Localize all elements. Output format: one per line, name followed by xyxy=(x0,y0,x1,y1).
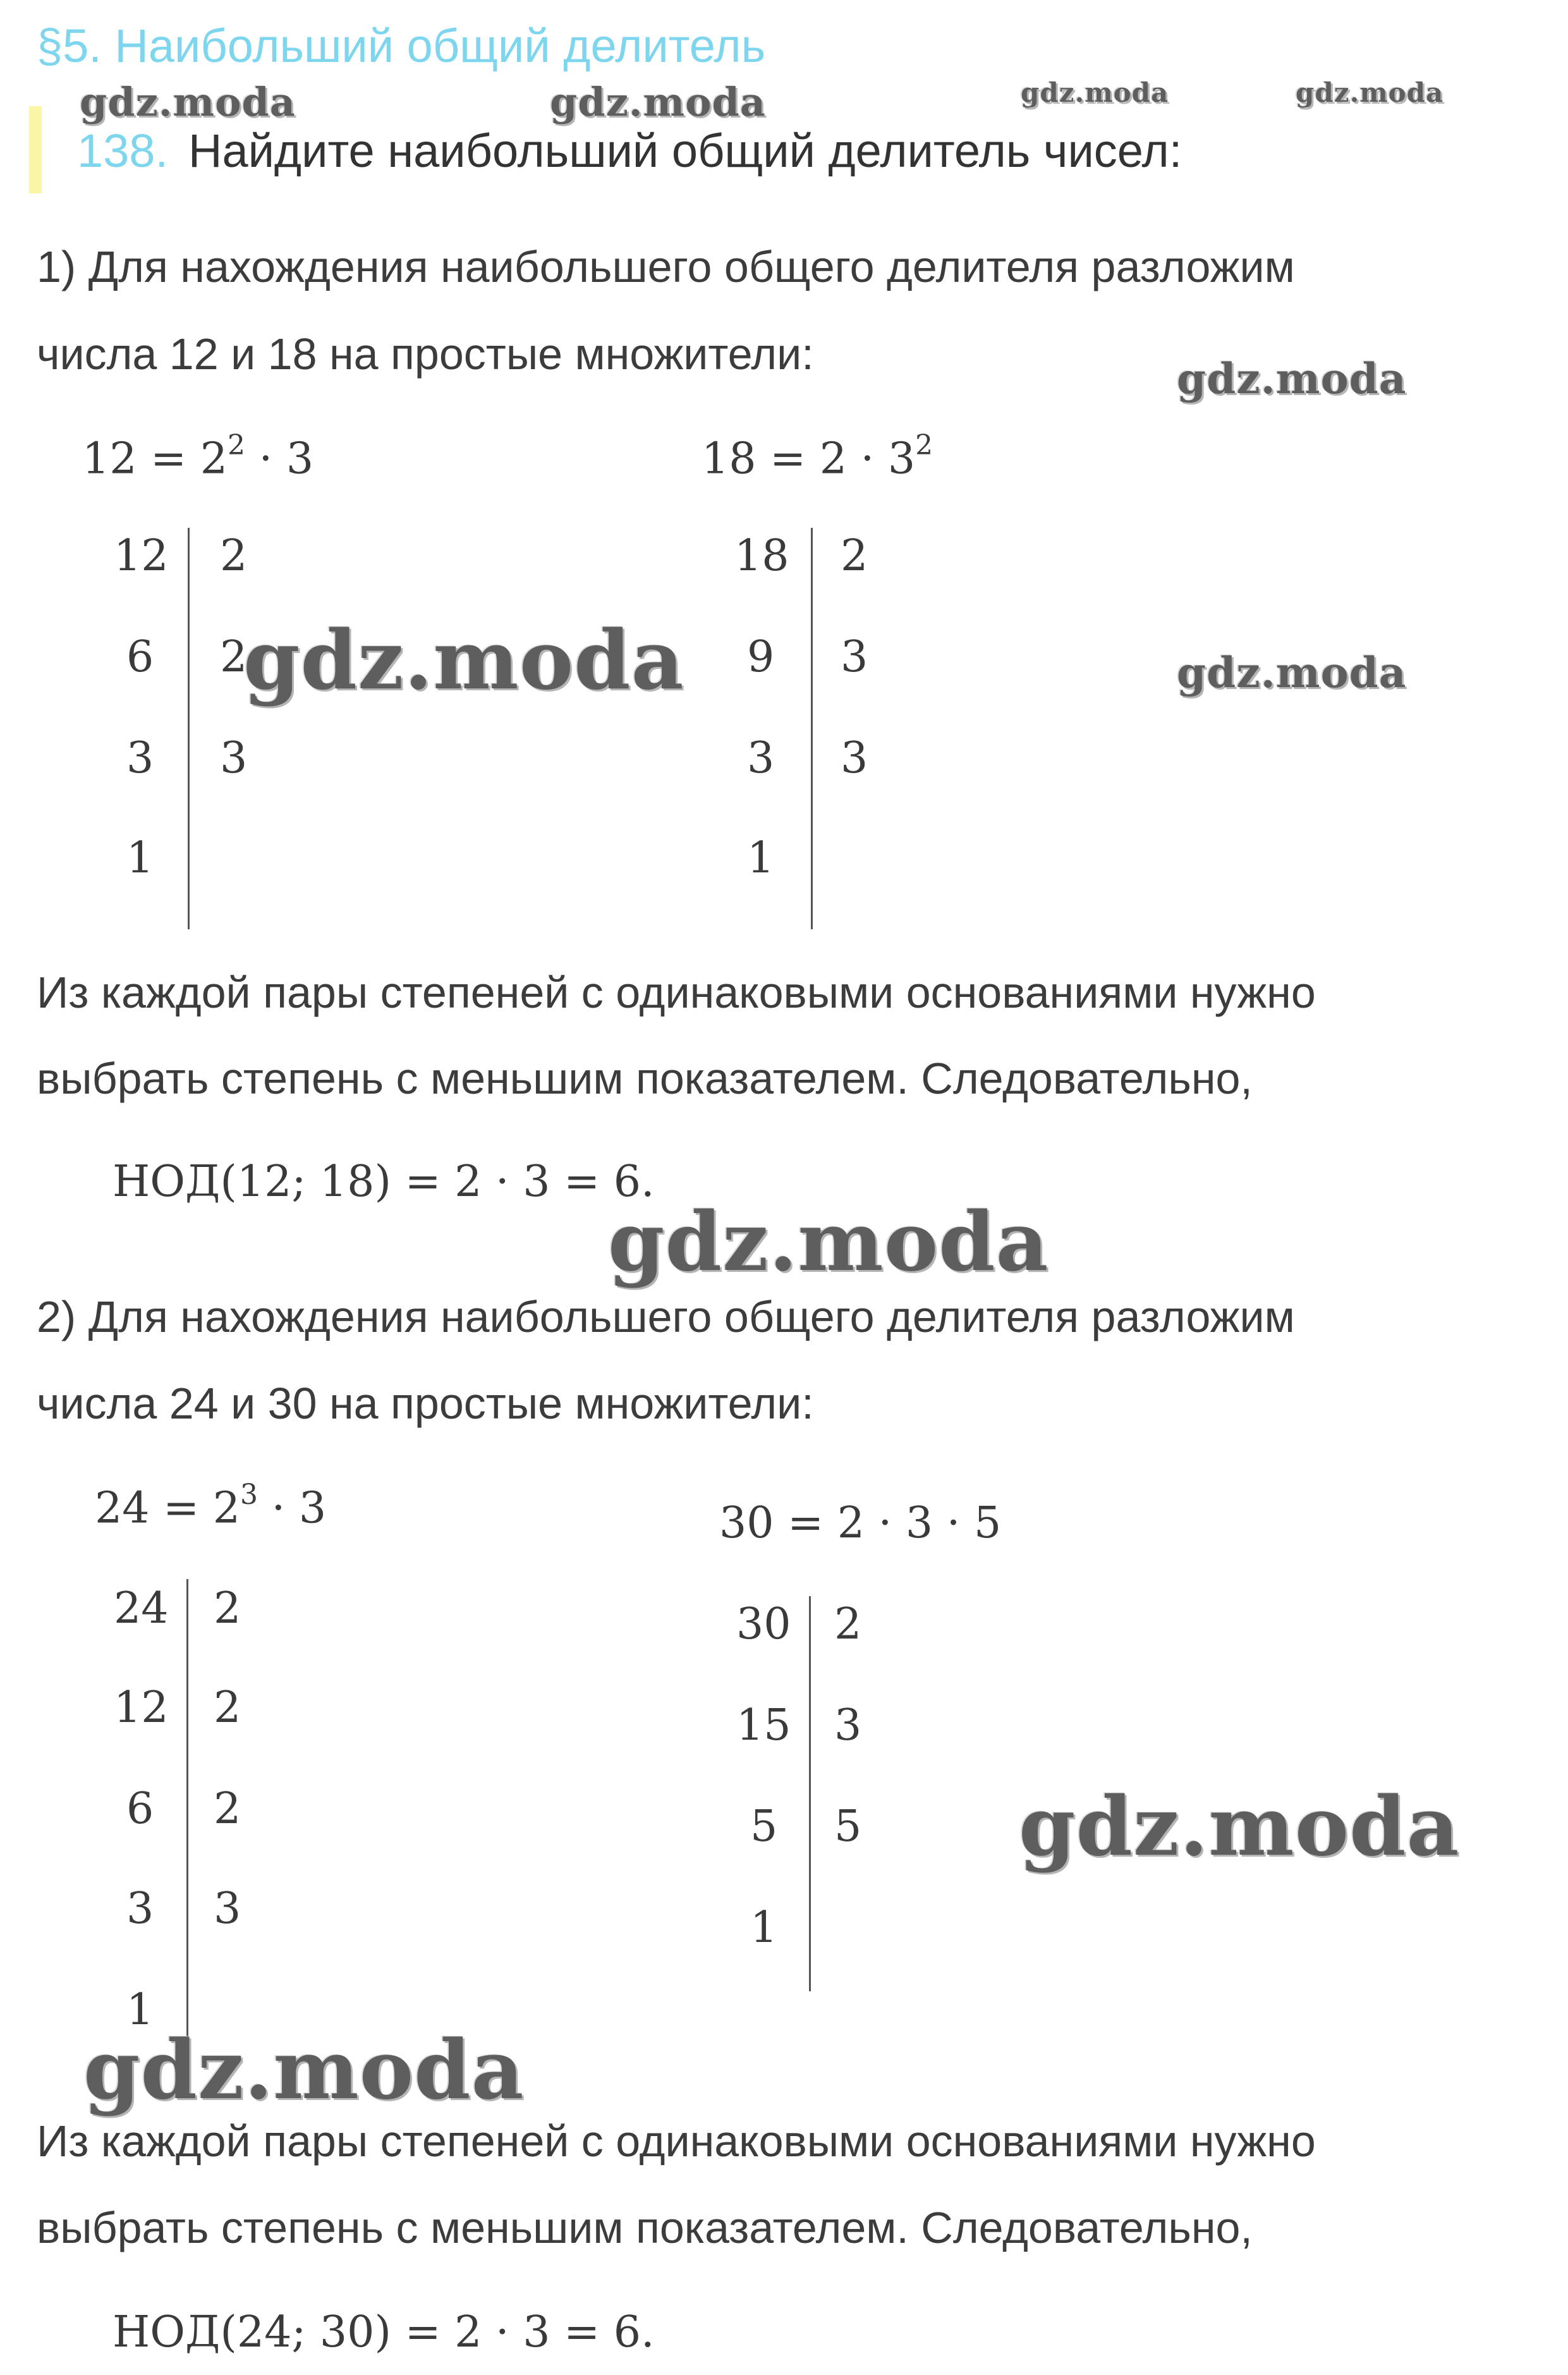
part2-intro-line2: числа 24 и 30 на простые множители: xyxy=(37,1379,814,1428)
factor-number: 1 xyxy=(126,833,154,883)
prime-divisor: 2 xyxy=(214,1683,241,1733)
formula-exponent: 2 xyxy=(228,429,245,461)
part1-conclusion-line2: выбрать степень с меньшим показателем. Следовательно, xyxy=(37,1054,1253,1103)
prime-divisor: 3 xyxy=(220,733,248,783)
watermark: gdz.moda xyxy=(1296,77,1444,108)
factor-number: 15 xyxy=(736,1700,791,1750)
part1-conclusion-line1: Из каждой пары степеней с одинаковыми основаниями нужно xyxy=(37,968,1316,1017)
prime-divisor: 2 xyxy=(214,1784,241,1834)
task-number: 138. xyxy=(77,125,169,177)
factor-number: 9 xyxy=(747,632,775,682)
factor-number: 3 xyxy=(747,733,775,783)
part2-conclusion-line2: выбрать степень с меньшим показателем. Следовательно, xyxy=(37,2203,1253,2252)
watermark: gdz.moda xyxy=(1177,648,1407,697)
part2-right-formula xyxy=(719,1498,1001,1548)
factor-number: 30 xyxy=(736,1599,791,1649)
formula-exponent: 2 xyxy=(915,429,933,461)
factor-number: 24 xyxy=(114,1584,169,1633)
formula-lhs: 24 = 2 xyxy=(95,1483,240,1534)
part2-intro-line1: 2) Для нахождения наибольшего общего делителя разложим xyxy=(37,1292,1295,1341)
factor-divider-line xyxy=(188,528,190,929)
watermark: gdz.moda xyxy=(608,1195,1049,1290)
prime-divisor: 2 xyxy=(220,531,248,581)
watermark: gdz.moda xyxy=(83,2023,525,2118)
formula-exponent: 3 xyxy=(240,1479,258,1511)
prime-divisor: 3 xyxy=(214,1884,241,1934)
factor-number: 1 xyxy=(750,1903,778,1953)
formula-lhs: 12 = 2 xyxy=(82,434,228,484)
watermark: gdz.moda xyxy=(1177,354,1407,403)
part2-result: НОД(24; 30) = 2 · 3 = 6. xyxy=(112,2307,655,2357)
watermark: gdz.moda xyxy=(1019,1780,1460,1874)
factor-number: 1 xyxy=(126,1985,154,2035)
formula-lhs: 18 = 2 · 3 xyxy=(702,434,916,484)
accent-bar xyxy=(29,106,42,193)
watermark: gdz.moda xyxy=(80,79,296,125)
part1-right-formula xyxy=(702,429,933,484)
watermark: gdz.moda xyxy=(1021,77,1169,108)
factor-number: 3 xyxy=(126,1884,154,1934)
part1-left-formula xyxy=(82,429,314,484)
factor-number: 1 xyxy=(747,833,775,883)
prime-divisor: 2 xyxy=(841,531,868,581)
factor-number: 18 xyxy=(734,531,789,581)
formula-rhs: · 3 xyxy=(258,1483,327,1534)
prime-divisor: 2 xyxy=(220,632,248,682)
factor-divider-line xyxy=(811,528,813,929)
factor-number: 3 xyxy=(126,733,154,783)
factor-number: 6 xyxy=(126,632,154,682)
part1-intro-line2: числа 12 и 18 на простые множители: xyxy=(37,329,814,379)
formula-lhs: 30 = 2 · 3 · 5 xyxy=(719,1498,1002,1548)
factor-number: 12 xyxy=(114,531,169,581)
prime-divisor: 2 xyxy=(834,1599,862,1649)
prime-divisor: 5 xyxy=(834,1802,862,1852)
factor-divider-line xyxy=(809,1596,811,1991)
watermark: gdz.moda xyxy=(550,79,766,125)
formula-rhs: · 3 xyxy=(245,434,314,484)
prime-divisor: 2 xyxy=(214,1584,241,1633)
factor-number: 12 xyxy=(114,1683,169,1733)
part2-left-formula xyxy=(95,1479,327,1534)
task-text: Найдите наибольший общий делитель чисел: xyxy=(188,125,1182,177)
part1-intro-line1: 1) Для нахождения наибольшего общего делителя разложим xyxy=(37,242,1295,291)
prime-divisor: 3 xyxy=(841,632,868,682)
prime-divisor: 3 xyxy=(841,733,868,783)
part2-conclusion-line1: Из каждой пары степеней с одинаковыми основаниями нужно xyxy=(37,2116,1316,2166)
factor-number: 5 xyxy=(750,1802,778,1852)
part1-result: НОД(12; 18) = 2 · 3 = 6. xyxy=(112,1157,655,1207)
section-title: §5. Наибольший общий делитель xyxy=(37,20,766,72)
factor-number: 6 xyxy=(126,1784,154,1834)
factor-divider-line xyxy=(186,1579,188,2060)
watermark: gdz.moda xyxy=(243,613,684,708)
prime-divisor: 3 xyxy=(834,1700,862,1750)
